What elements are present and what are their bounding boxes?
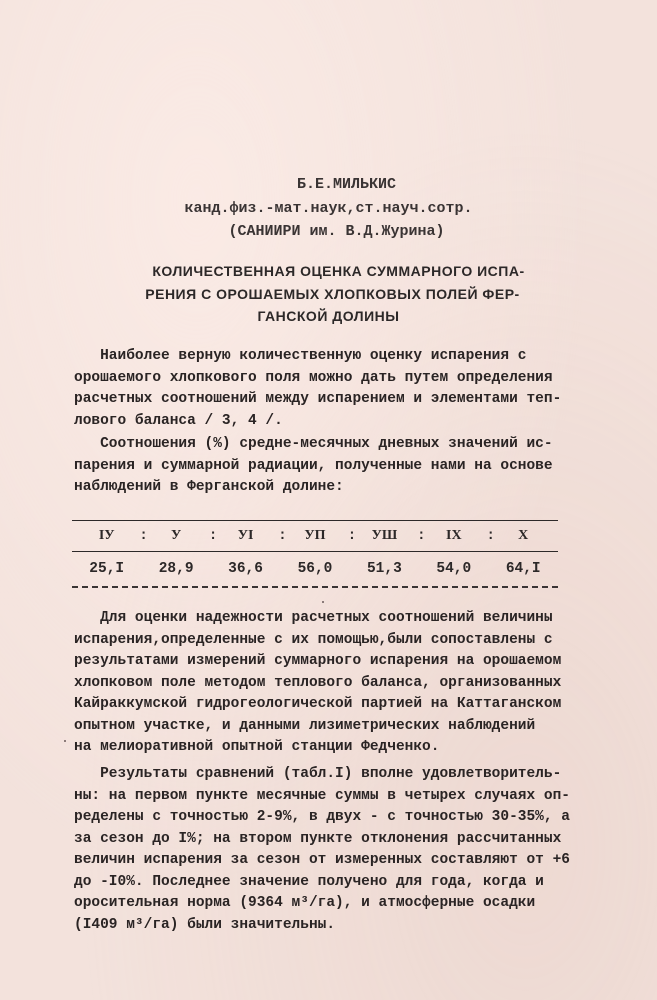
text-line: Кайраккумской гидрогеологической партией на Каттаганском xyxy=(74,696,562,712)
table-header-cell: : У xyxy=(141,528,210,544)
table-header-cell: : УШ xyxy=(350,528,419,544)
text-line: величин испарения за сезон от измеренных составляют от +6 xyxy=(74,852,570,868)
text-line: хлопковом поле методом теплового баланса, организованных xyxy=(74,674,562,691)
author-degree: канд.физ.-мат.наук,ст.науч.сотр. xyxy=(184,200,473,217)
text-line: Наиболее верную количественную оценку испарения с xyxy=(74,348,527,364)
article-title-line-1: КОЛИЧЕСТВЕННАЯ ОЦЕНКА СУММАРНОГО ИСПА- xyxy=(152,263,525,279)
table-header-cell: : УП xyxy=(280,528,349,544)
paragraph-reliability xyxy=(74,608,594,759)
table-value-cell: 54,0 xyxy=(436,561,472,577)
author-name: Б.Е.МИЛЬКИС xyxy=(296,176,397,193)
table-header-cell: : IХ xyxy=(419,528,488,544)
table-value-cell: 28,9 xyxy=(158,561,194,577)
table-value-cell: 51,3 xyxy=(366,561,402,577)
text-line: ны: на первом пункте месячные суммы в четырех случаях оп- xyxy=(74,787,570,804)
text-line: опытном участке, и данными лизиметрических наблюдений xyxy=(74,717,536,734)
ratio-table xyxy=(72,520,558,588)
table-value-row xyxy=(72,552,558,586)
text-line: Соотношения (%) средне-месячных дневных значений ис- xyxy=(74,436,553,452)
author-institution: (САНИИРИ им. В.Д.Журина) xyxy=(228,223,445,240)
article-title-line-3: ГАНСКОЙ ДОЛИНЫ xyxy=(257,308,400,324)
text-line: орошаемого хлопкового поля можно дать путем определения xyxy=(74,369,553,386)
table-value-cell: 56,0 xyxy=(297,561,333,577)
paragraph-intro xyxy=(74,346,594,432)
table-header-row xyxy=(72,521,558,551)
text-line: результатами измерений суммарного испарения на орошаемом xyxy=(74,653,562,669)
text-line: испарения,определенные с их помощью,были сопоставлены с xyxy=(74,631,553,648)
text-line: Для оценки надежности расчетных соотношений величины xyxy=(74,610,553,626)
table-bottom-dashed-rule xyxy=(72,586,558,588)
text-line: расчетных соотношений между испарением и элементами теп- xyxy=(74,391,562,407)
paragraph-results xyxy=(74,764,594,936)
text-line: до -I0%. Последнее значение получено для года, когда и xyxy=(74,873,544,890)
text-line: наблюдений в Ферганской долине: xyxy=(74,479,344,495)
table-value-cell: 25,I xyxy=(89,561,125,577)
text-line: на мелиоративной опытной станции Федченко. xyxy=(74,739,440,755)
article-title-line-2: РЕНИЯ С ОРОШАЕМЫХ ХЛОПКОВЫХ ПОЛЕЙ ФЕР- xyxy=(145,286,520,302)
text-line: (I409 м³/га) были значительны. xyxy=(74,916,336,933)
paper-speck xyxy=(64,740,66,742)
table-value-cell: 64,I xyxy=(505,561,541,577)
paper-speck xyxy=(322,601,324,603)
paragraph-ratios xyxy=(74,434,594,499)
text-line: ределены с точностью 2-9%, в двух - с точностью 30-35%, а xyxy=(74,809,570,825)
table-header-cell: : Х xyxy=(489,528,558,544)
text-line: за сезон до I%; на втором пункте отклонения рассчитанных xyxy=(74,830,562,847)
table-header-cell: IУ xyxy=(98,528,115,543)
text-line: парения и суммарной радиации, полученные нами на основе xyxy=(74,457,553,474)
text-line: лового баланса / 3, 4 /. xyxy=(74,412,283,429)
text-line: Результаты сравнений (табл.I) вполне удовлетворитель- xyxy=(74,766,562,782)
table-header-cell: : УI xyxy=(211,528,280,544)
text-line: оросительная норма (9364 м³/га), и атмосферные осадки xyxy=(74,895,536,911)
table-value-cell: 36,6 xyxy=(228,561,263,577)
